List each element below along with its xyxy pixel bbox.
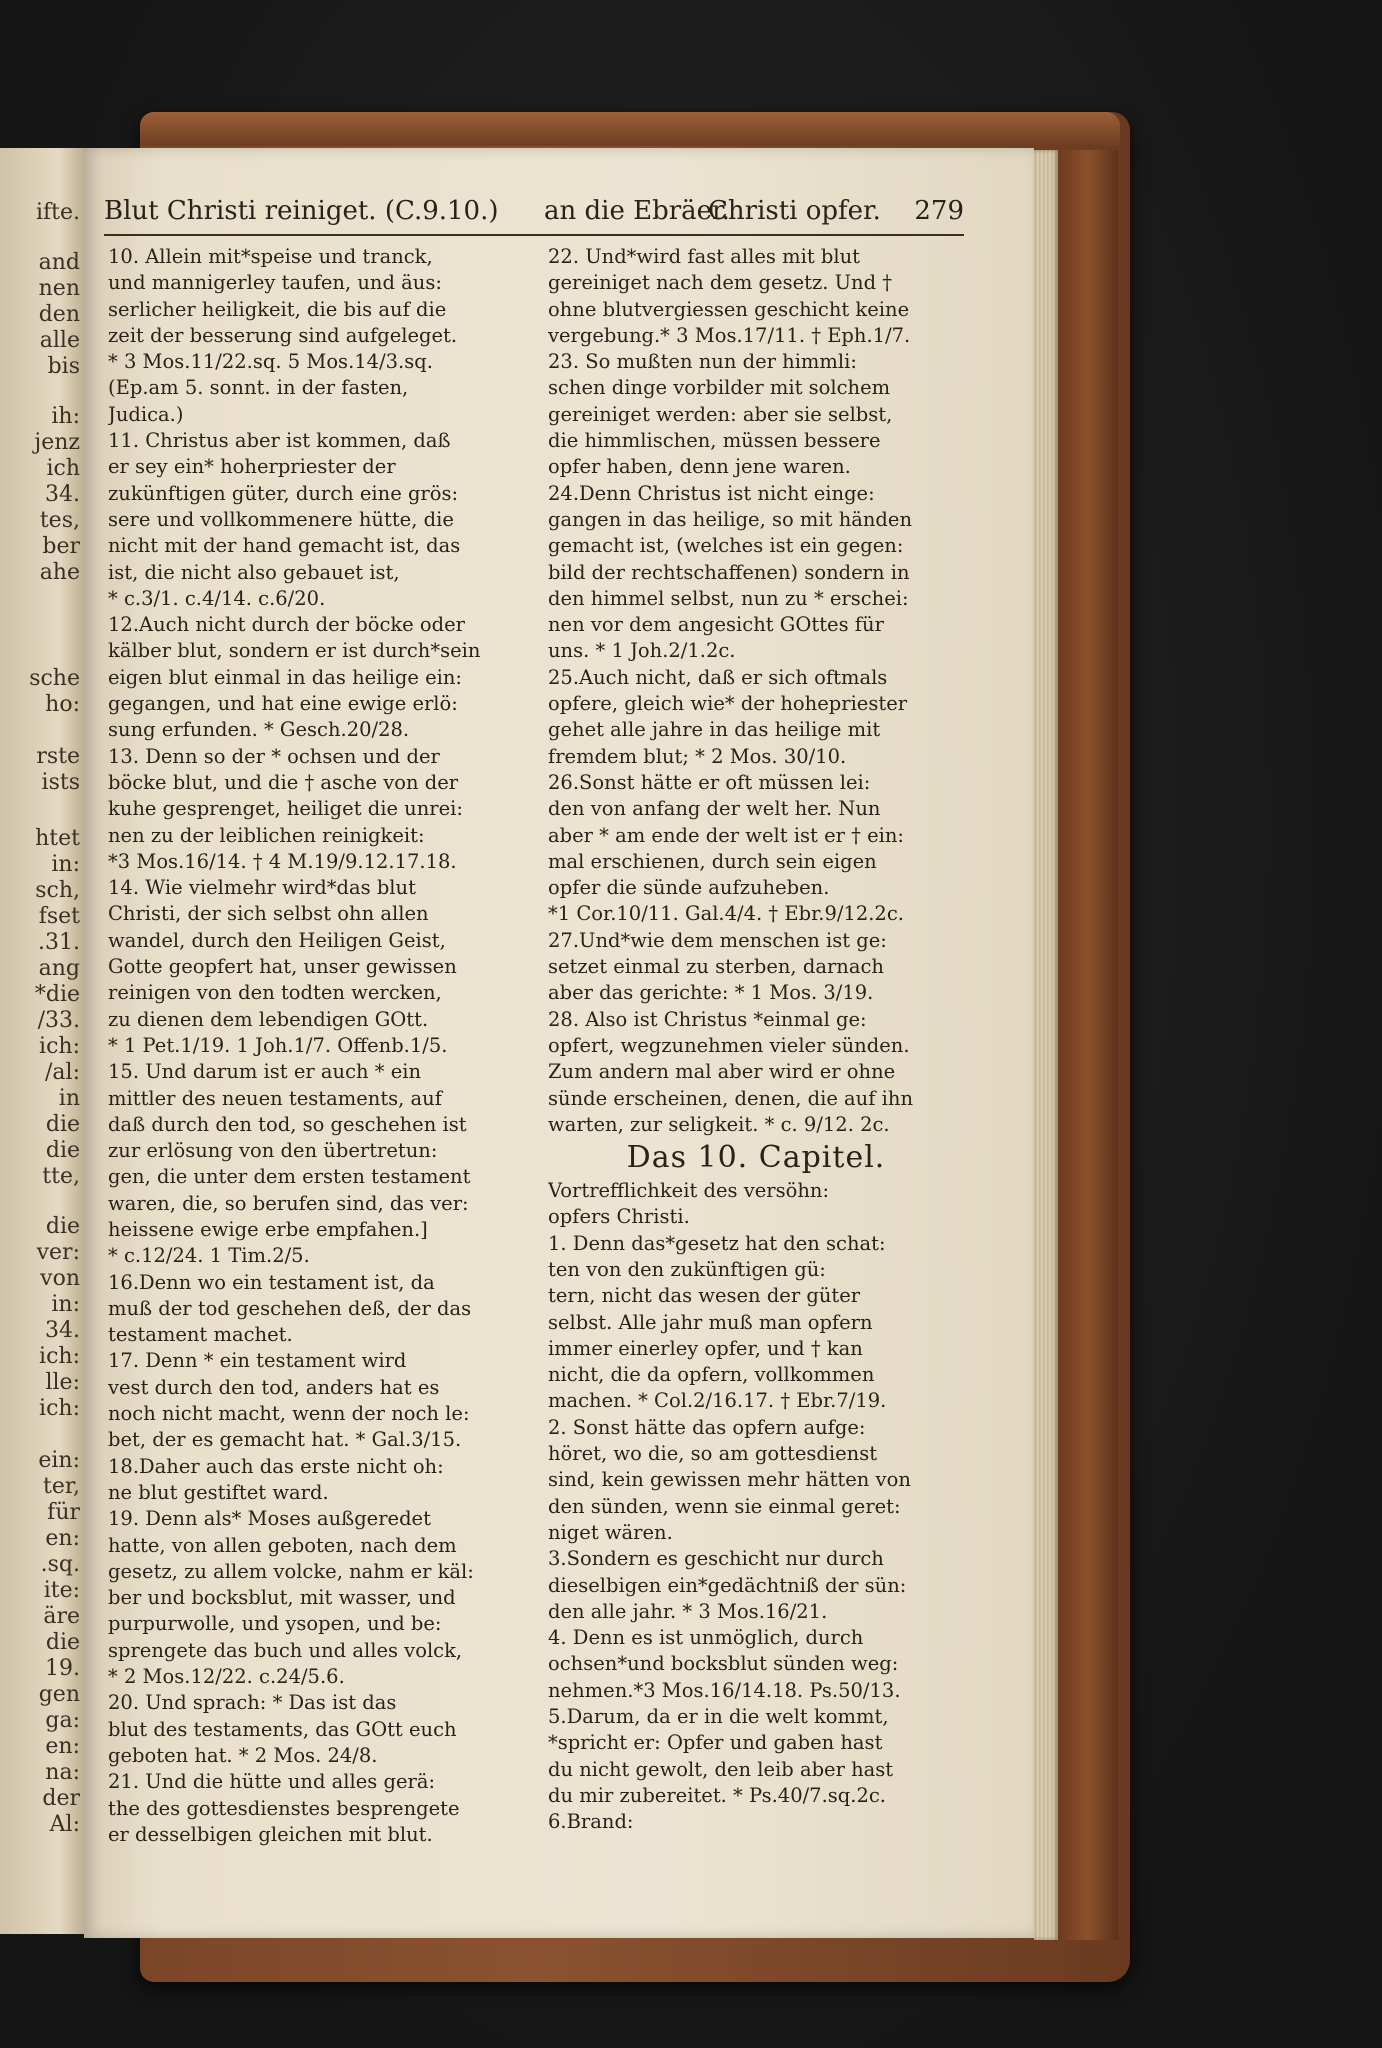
left-page-text-fragment: den [38, 302, 80, 327]
left-page-text-fragment: en: [45, 1734, 80, 1759]
text-line: dieselbigen ein*gedächtniß der sün: [548, 1573, 907, 1597]
left-page-text-fragment: für [47, 1500, 80, 1525]
left-page-text-fragment: sch, [35, 878, 80, 903]
text-line: zeit der besserung sind aufgeleget. [108, 323, 458, 347]
left-page-text-fragment: .sq. [40, 1552, 80, 1577]
left-page-text-fragment: en: [45, 1526, 80, 1551]
left-text-column [108, 244, 528, 1848]
left-page-text-fragment: and [38, 250, 80, 275]
text-line: 15. Und darum ist er auch * ein [108, 1060, 422, 1084]
left-page-text-fragment: ite: [43, 1578, 80, 1603]
left-page-text-fragment: ists [41, 770, 80, 795]
left-page-text-fragment: *die [34, 982, 80, 1007]
text-line: 26.Sonst hätte er oft müssen lei: [548, 770, 871, 794]
text-line: warten, zur seligkeit. * c. 9/12. 2c. [548, 1112, 890, 1136]
text-line: die himmlischen, müssen bessere [548, 429, 881, 453]
text-line: * 1 Pet.1/19. 1 Joh.1/7. Offenb.1/5. [108, 1033, 448, 1057]
left-page-text-fragment: ahe [39, 560, 80, 585]
left-page-text-fragment: .31. [38, 930, 80, 955]
text-line: gangen in das heilige, so mit händen [548, 507, 913, 531]
text-line: uns. * 1 Joh.2/1.2c. [548, 639, 736, 663]
text-line: 19. Denn als* Moses außgeredet [108, 1507, 431, 1531]
left-page-text-fragment: in [58, 1086, 80, 1111]
left-page-text-fragment: in: [51, 852, 80, 877]
left-page-text-fragment: von [40, 1266, 80, 1291]
text-line: the des gottesdienstes besprengete [108, 1796, 460, 1820]
text-line: zukünftigen güter, durch eine grös: [108, 481, 459, 505]
left-page-text-fragment: htet [35, 826, 80, 851]
text-line: gesetz, zu allem volcke, nahm er käl: [108, 1559, 474, 1583]
text-line: geboten hat. * 2 Mos. 24/8. [108, 1743, 378, 1767]
left-page-text-fragment: jenz [34, 430, 80, 455]
chapter-title: Das 10. Capitel. [626, 1140, 886, 1176]
text-line: Christi, der sich selbst ohn allen [108, 902, 429, 926]
left-page-text-fragment: ich: [39, 1034, 80, 1059]
text-line: aber * am ende der welt ist er † ein: [548, 823, 904, 847]
left-page-text-fragment: tes, [39, 508, 80, 533]
text-line: ohne blutvergiessen geschicht keine [548, 297, 910, 321]
text-line: * 3 Mos.11/22.sq. 5 Mos.14/3.sq. [108, 350, 433, 374]
left-page-text-fragment: Al: [49, 1812, 80, 1837]
text-line: sung erfunden. * Gesch.20/28. [108, 718, 410, 742]
text-line: waren, die, so berufen sind, das ver: [108, 1191, 469, 1215]
text-line: 11. Christus aber ist kommen, daß [108, 429, 451, 453]
left-page-text-fragment: bis [47, 354, 80, 379]
text-line: opfers Christi. [548, 1205, 690, 1229]
text-line: kuhe gesprenget, heiliget die unrei: [108, 797, 463, 821]
text-line: 17. Denn * ein testament wird [108, 1349, 407, 1373]
left-page-text-fragment: ich: [39, 1396, 80, 1421]
book-cover-top-edge [140, 112, 1120, 146]
left-page-text-fragment: äre [43, 1604, 80, 1629]
text-line: noch nicht macht, wenn der noch le: [108, 1402, 470, 1426]
text-line: heissene ewige erbe empfahen.] [108, 1217, 428, 1241]
text-line: böcke blut, und die † asche von der [108, 770, 459, 794]
text-line: Judica.) [108, 402, 184, 426]
left-page-text-fragment: na: [45, 1760, 80, 1785]
chapter-10-verses [548, 1178, 964, 1835]
text-line: Vortrefflichkeit des versöhn: [548, 1179, 830, 1203]
text-line: den himmel selbst, nun zu * erschei: [548, 586, 909, 610]
left-page-text-fragment: ifte. [35, 200, 80, 225]
text-line: machen. * Col.2/16.17. † Ebr.7/19. [548, 1389, 887, 1413]
text-line: 10. Allein mit*speise und tranck, [108, 245, 433, 268]
text-line: den alle jahr. * 3 Mos.16/21. [548, 1599, 828, 1623]
text-line: zur erlösung von den übertretun: [108, 1139, 438, 1163]
text-line: nehmen.*3 Mos.16/14.18. Ps.50/13. [548, 1678, 901, 1702]
text-line: Gotte geopfert hat, unser gewissen [108, 955, 457, 979]
text-line: muß der tod geschehen deß, der das [108, 1296, 472, 1320]
left-page-text-fragment: 34. [45, 1318, 80, 1343]
text-line: sere und vollkommenere hütte, die [108, 507, 454, 531]
text-line: schen dinge vorbilder mit solchem [548, 376, 891, 400]
text-line: blut des testaments, das GOtt euch [108, 1717, 457, 1741]
text-line: 6.Brand: [548, 1810, 634, 1834]
text-line: zu dienen dem lebendigen GOtt. [108, 1007, 429, 1031]
left-page-text-fragment: ver: [36, 1240, 80, 1265]
text-line: 13. Denn so der * ochsen und der [108, 744, 440, 768]
text-line: 20. Und sprach: * Das ist das [108, 1691, 397, 1715]
left-page-text-fragment: lle: [45, 1370, 80, 1395]
text-line: den sünden, wenn sie einmal geret: [548, 1494, 901, 1518]
left-page-text-fragment: ber [42, 534, 80, 559]
text-line: gehet alle jahre in das heilige mit [548, 718, 881, 742]
text-line: niget wären. [548, 1520, 673, 1544]
text-line: * 2 Mos.12/22. c.24/5.6. [108, 1665, 345, 1689]
left-page-text-fragment: ho: [45, 692, 80, 717]
left-page-text-fragment: 19. [45, 1656, 80, 1681]
text-line: 18.Daher auch das erste nicht oh: [108, 1454, 444, 1478]
text-line: gereiniget nach dem gesetz. Und † [548, 271, 893, 295]
text-line: 25.Auch nicht, daß er sich oftmals [548, 665, 888, 689]
text-line: opfer die sünde aufzuheben. [548, 876, 830, 900]
text-line: den von anfang der welt her. Nun [548, 797, 881, 821]
right-column-verses [548, 244, 964, 1138]
left-page-text-fragment: die [45, 1138, 80, 1163]
text-line: ten von den zukünftigen gü: [548, 1257, 826, 1281]
text-line: kälber blut, sondern er ist durch*sein [108, 639, 481, 663]
left-page-text-fragment: rste [36, 744, 80, 769]
text-line: *spricht er: Opfer und gaben hast [548, 1731, 883, 1755]
text-line: ochsen*und bocksblut sünden weg: [548, 1652, 899, 1676]
left-page-text-fragment: ein: [38, 1448, 80, 1473]
text-line: wandel, durch den Heiligen Geist, [108, 928, 446, 952]
running-head-center: an die Ebräer. [544, 196, 730, 226]
text-line: ber und bocksblut, mit wasser, und [108, 1586, 456, 1610]
left-page-text-fragment: nen [38, 276, 80, 301]
text-line: 3.Sondern es geschicht nur durch [548, 1547, 884, 1571]
left-page-text-fragment: ich: [39, 1344, 80, 1369]
text-line: opfert, wegzunehmen vieler sünden. [548, 1033, 910, 1057]
text-line: Zum andern mal aber wird er ohne [548, 1060, 896, 1084]
left-page-text-fragment: gen [38, 1682, 80, 1707]
left-page-text-fragment: ga: [45, 1708, 80, 1733]
text-line: nicht mit der hand gemacht ist, das [108, 534, 461, 558]
text-line: purpurwolle, und ysopen, und be: [108, 1612, 442, 1636]
left-page-text-fragment: tte, [42, 1164, 80, 1189]
text-line: gemacht ist, (welches ist ein gegen: [548, 534, 904, 558]
text-line: 22. Und*wird fast alles mit blut [548, 245, 860, 268]
left-page-text-fragment: in: [51, 1292, 80, 1317]
text-line: er desselbigen gleichen mit blut. [108, 1822, 433, 1846]
text-line: reinigen von den todten wercken, [108, 981, 442, 1005]
text-line: gegangen, und hat eine ewige erlö: [108, 692, 458, 716]
text-line: mal erschienen, durch sein eigen [548, 849, 877, 873]
book-cover-right-edge [1058, 150, 1118, 1940]
left-page-text-fragment: /al: [45, 1060, 80, 1085]
text-line: ne blut gestiftet ward. [108, 1480, 329, 1504]
text-line: 16.Denn wo ein testament ist, da [108, 1270, 435, 1294]
page-number: 279 [914, 196, 964, 226]
text-line: vest durch den tod, anders hat es [108, 1375, 440, 1399]
text-line: 14. Wie vielmehr wird*das blut [108, 876, 416, 900]
left-page-text-fragment: die [45, 1214, 80, 1239]
text-line: immer einerley opfer, und † kan [548, 1336, 863, 1360]
text-line: hatte, von allen geboten, nach dem [108, 1533, 457, 1557]
text-line: 27.Und*wie dem menschen ist ge: [548, 928, 887, 952]
text-line: mittler des neuen testaments, auf [108, 1086, 442, 1110]
left-page-text-fragment: ih: [51, 404, 80, 429]
text-line: 23. So mußten nun der himmli: [548, 350, 857, 374]
text-line: 4. Denn es ist unmöglich, durch [548, 1626, 864, 1650]
text-line: opfere, gleich wie* der hohepriester [548, 692, 908, 716]
text-line: 2. Sonst hätte das opfern aufge: [548, 1415, 866, 1439]
text-line: und mannigerley taufen, und äus: [108, 271, 442, 295]
text-line: du nicht gewolt, den leib aber hast [548, 1757, 894, 1781]
left-page-text-fragment: ich [46, 456, 80, 481]
text-line: bild der rechtschaffenen) sondern in [548, 560, 910, 584]
running-head-right: Christi opfer. [708, 196, 881, 226]
text-line: opfer haben, denn jene waren. [548, 455, 851, 479]
text-line: nen vor dem angesicht GOttes für [548, 613, 884, 637]
running-head [104, 192, 964, 236]
text-line: 1. Denn das*gesetz hat den schat: [548, 1231, 886, 1255]
text-line: 24.Denn Christus ist nicht einge: [548, 481, 875, 505]
left-page-text-fragment: alle [39, 328, 80, 353]
left-page-text-fragment: ang [38, 956, 80, 981]
text-line: fremdem blut; * 2 Mos. 30/10. [548, 744, 847, 768]
page-edges [1034, 150, 1058, 1940]
text-line: selbst. Alle jahr muß man opfern [548, 1310, 873, 1334]
text-line: *3 Mos.16/14. † 4 M.19/9.12.17.18. [108, 849, 457, 873]
text-line: er sey ein* hoherpriester der [108, 455, 396, 479]
text-line: höret, wo die, so am gottesdienst [548, 1442, 878, 1466]
text-line: aber das gerichte: * 1 Mos. 3/19. [548, 981, 874, 1005]
left-page-text-fragment: /33. [37, 1008, 80, 1033]
text-line: sprengete das buch und alles volck, [108, 1638, 463, 1662]
text-line: 21. Und die hütte und alles gerä: [108, 1770, 436, 1794]
text-line: 5.Darum, da er in die welt kommt, [548, 1705, 889, 1729]
text-line: gereiniget werden: aber sie selbst, [548, 402, 893, 426]
text-line: * c.3/1. c.4/14. c.6/20. [108, 586, 326, 610]
text-line: sind, kein gewissen mehr hätten von [548, 1468, 911, 1492]
text-line: serlicher heiligkeit, die bis auf die [108, 297, 447, 321]
left-page-text-fragment: ter, [43, 1474, 80, 1499]
text-line: ist, die nicht also gebauet ist, [108, 560, 400, 584]
left-page-text-fragment: 34. [45, 482, 80, 507]
left-page-text-fragment: die [45, 1112, 80, 1137]
text-line: nicht, die da opfern, vollkommen [548, 1363, 875, 1387]
text-line: tern, nicht das wesen der güter [548, 1284, 861, 1308]
left-page-text-fragment: der [42, 1786, 80, 1811]
left-page-text-fragment: die [45, 1630, 80, 1655]
text-line: bet, der es gemacht hat. * Gal.3/15. [108, 1428, 462, 1452]
right-text-column [548, 244, 964, 1836]
left-page-text-fragment: fset [38, 904, 80, 929]
text-line: 12.Auch nicht durch der böcke oder [108, 613, 466, 637]
left-page-fragment [0, 148, 84, 1934]
text-line: setzet einmal zu sterben, darnach [548, 955, 884, 979]
left-page-text-fragment: sche [29, 666, 80, 691]
text-line: testament machet. [108, 1323, 293, 1347]
text-line: * c.12/24. 1 Tim.2/5. [108, 1244, 310, 1268]
text-line: 28. Also ist Christus *einmal ge: [548, 1007, 867, 1031]
text-line: sünde erscheinen, denen, die auf ihn [548, 1086, 914, 1110]
text-line: nen zu der leiblichen reinigkeit: [108, 823, 425, 847]
text-line: daß durch den tod, so geschehen ist [108, 1112, 467, 1136]
text-line: eigen blut einmal in das heilige ein: [108, 665, 462, 689]
text-line: gen, die unter dem ersten testament [108, 1165, 471, 1189]
text-line: *1 Cor.10/11. Gal.4/4. † Ebr.9/12.2c. [548, 902, 904, 926]
text-line: vergebung.* 3 Mos.17/11. † Eph.1/7. [548, 323, 911, 347]
text-line: (Ep.am 5. sonnt. in der fasten, [108, 376, 409, 400]
text-line: du mir zubereitet. * Ps.40/7.sq.2c. [548, 1783, 887, 1807]
running-head-left: Blut Christi reiniget. (C.9.10.) [104, 196, 499, 226]
